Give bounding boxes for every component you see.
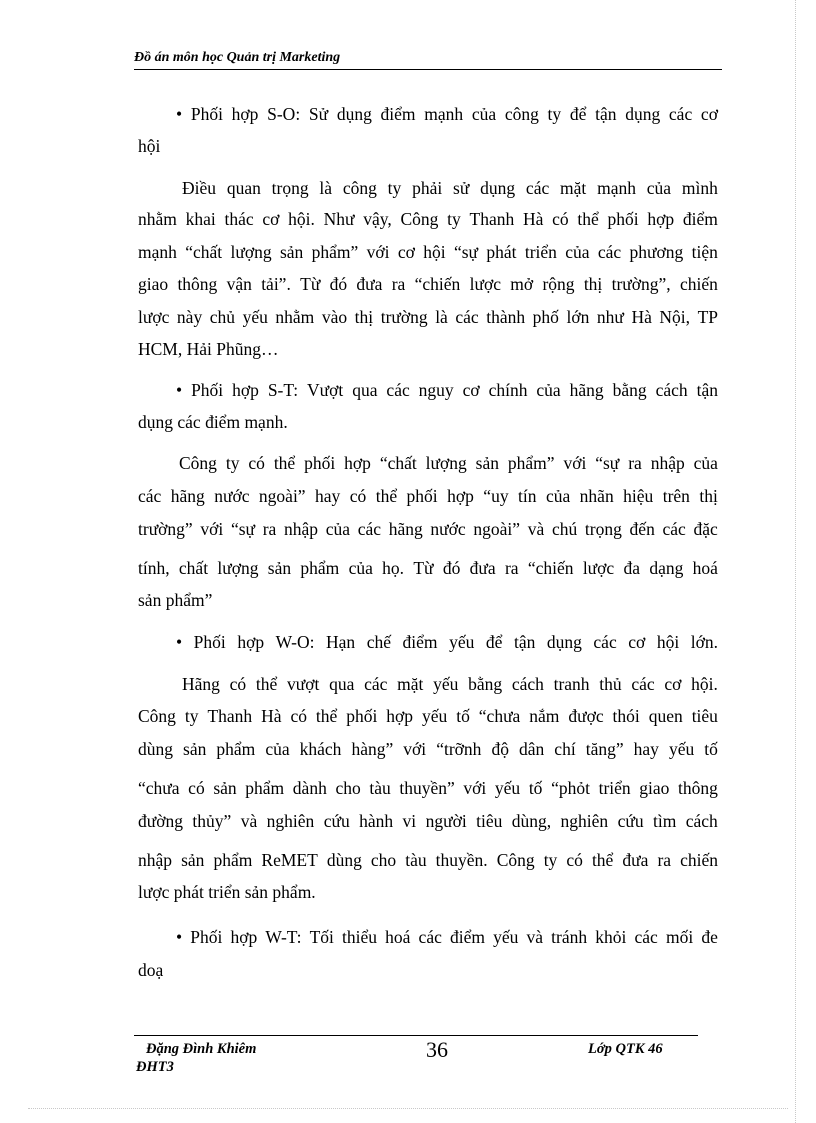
footer-author: Đặng Đình Khiêm <box>146 1041 257 1057</box>
text-line: nhằm khai thác cơ hội. Như vậy, Công ty Thanh Hà có thể phối hợp điểm <box>138 209 718 229</box>
text-line: tính, chất lượng sản phẩm của họ. Từ đó đưa ra “chiến lược đa dạng hoá <box>138 558 718 578</box>
text-line: • Phối hợp S-T: Vượt qua các nguy cơ chính của hãng bằng cách tận <box>176 380 718 400</box>
text-line: các hãng nước ngoài” hay có thể phối hợp “uy tín của nhãn hiệu trên thị <box>138 486 718 506</box>
text-line: giao thông vận tải”. Từ đó đưa ra “chiến lược mở rộng thị trường”, chiến <box>138 274 718 294</box>
text-line: trường” với “sự ra nhập của các hãng nước ngoài” và chú trọng đến các đặc <box>138 519 718 539</box>
footer-class: Lớp QTK 46 <box>588 1041 663 1057</box>
text-line: sản phẩm” <box>138 590 213 610</box>
text-line: dùng sản phẩm của khách hàng” với “trỡnh độ dân chí tăng” hay yếu tố <box>138 739 718 759</box>
text-line: dụng các điểm mạnh. <box>138 412 288 432</box>
footer-author-line2: ĐHT3 <box>136 1059 174 1075</box>
text-line: “chưa có sản phẩm dành cho tàu thuyền” với yếu tố “phỏt triển giao thông <box>138 778 718 798</box>
text-line: Công ty có thể phối hợp “chất lượng sản phẩm” với “sự ra nhập của <box>179 453 718 473</box>
text-line: lược này chủ yếu nhằm vào thị trường là các thành phố lớn như Hà Nội, TP <box>138 307 718 327</box>
text-line: HCM, Hải Phũng… <box>138 339 279 359</box>
text-line: nhập sản phẩm ReMET dùng cho tàu thuyền. Công ty có thể đưa ra chiến <box>138 850 718 870</box>
text-line: hội <box>138 136 161 156</box>
text-line: • Phối hợp W-O: Hạn chế điểm yếu để tận dụng các cơ hội lớn. <box>176 632 718 652</box>
page-boundary-bottom <box>28 1108 788 1109</box>
text-line: đường thủy” và nghiên cứu hành vi người tiêu dùng, nghiên cứu tìm cách <box>138 811 718 831</box>
header-title: Đồ án môn học Quản trị Marketing <box>134 50 341 65</box>
text-line: doạ <box>138 960 164 980</box>
page-header <box>134 49 722 70</box>
text-line: Hãng có thể vượt qua các mặt yếu bằng cách tranh thủ các cơ hội. <box>182 674 718 694</box>
page-number: 36 <box>426 1037 448 1062</box>
page-boundary-right <box>795 0 796 1123</box>
text-line: mạnh “chất lượng sản phẩm” với cơ hội “sự phát triển của các phương tiện <box>138 242 718 262</box>
text-line: • Phối hợp S-O: Sử dụng điểm mạnh của công ty để tận dụng các cơ <box>176 104 718 124</box>
text-line: • Phối hợp W-T: Tối thiểu hoá các điểm yếu và tránh khỏi các mối đe <box>176 927 718 947</box>
text-line: Công ty Thanh Hà có thể phối hợp yếu tố “chưa nắm được thói quen tiêu <box>138 706 718 726</box>
text-line: Điều quan trọng là công ty phải sử dụng các mặt mạnh của mình <box>182 178 718 198</box>
text-line: lược phát triển sản phẩm. <box>138 882 316 902</box>
footer-divider <box>134 1035 698 1036</box>
